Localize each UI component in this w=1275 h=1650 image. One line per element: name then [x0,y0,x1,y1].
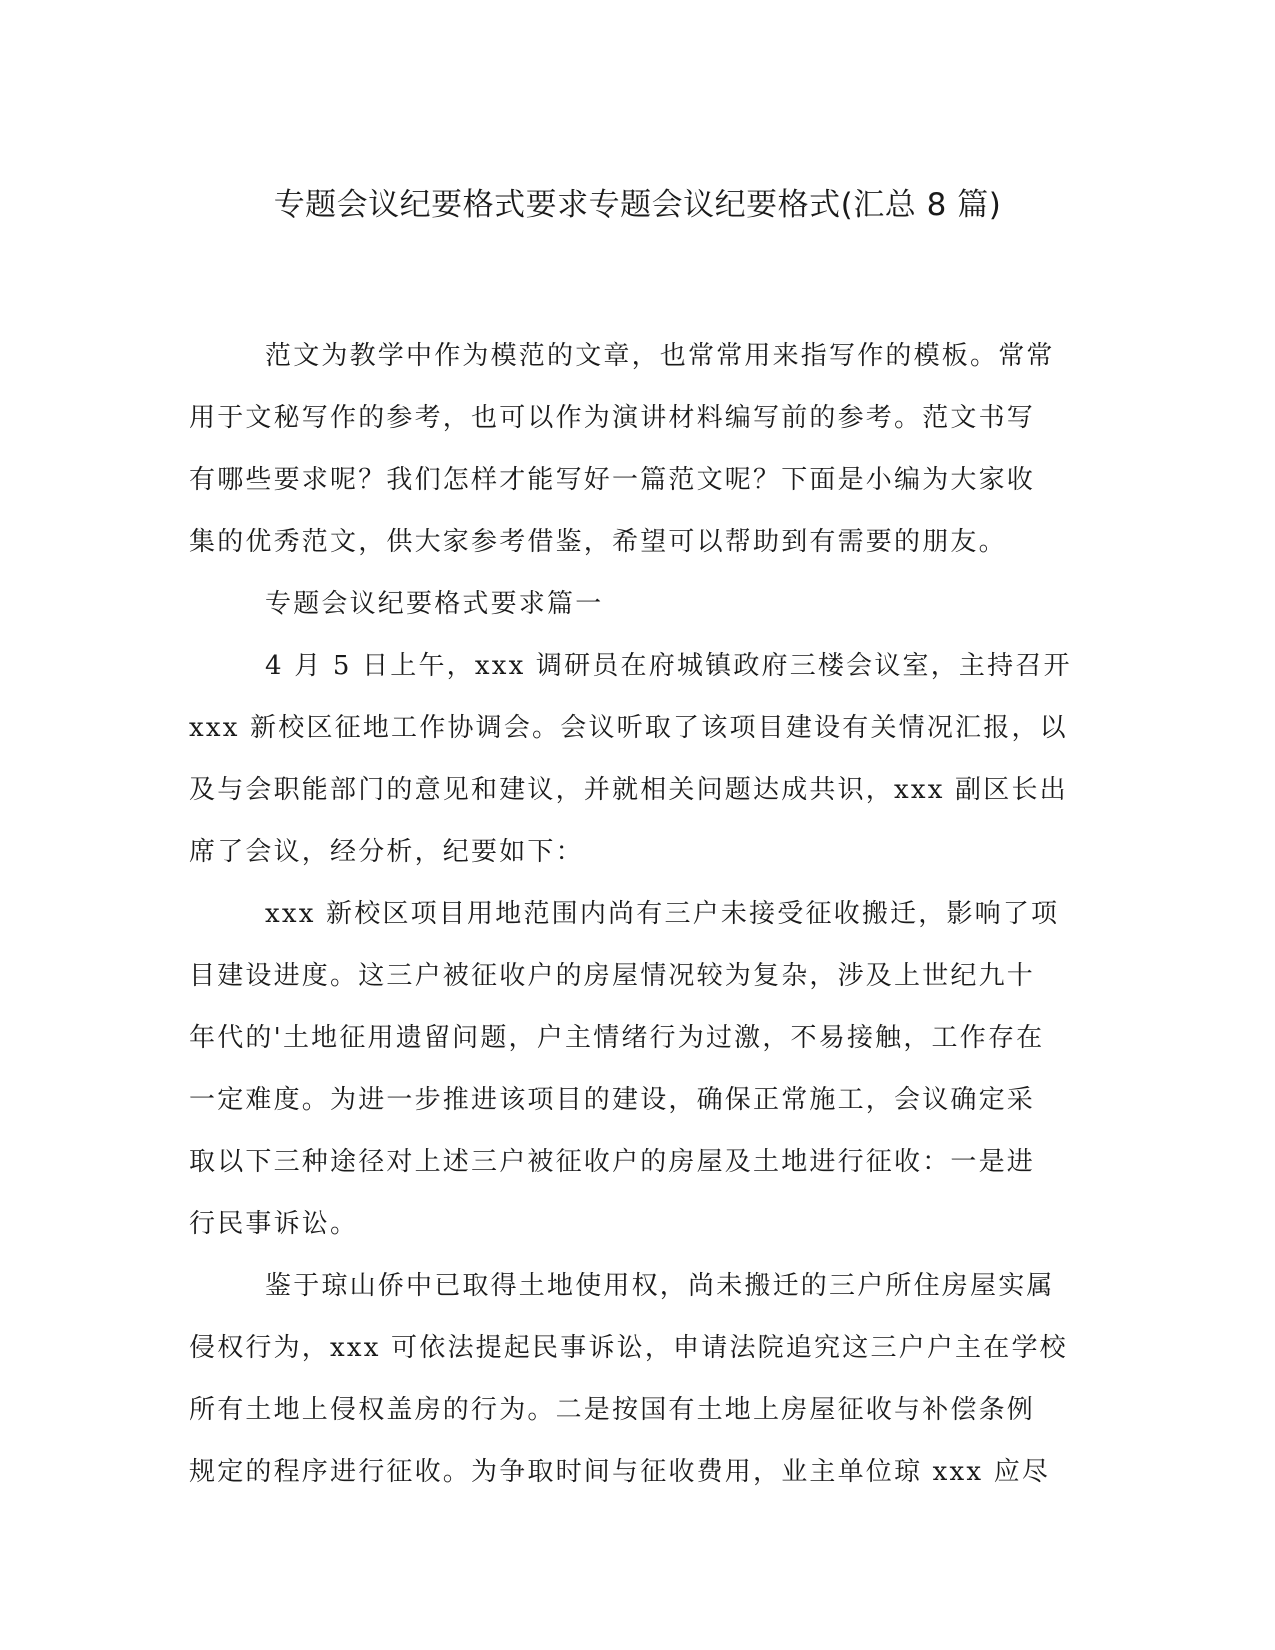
text-line: 规定的程序进行征收。为争取时间与征收费用，业主单位琼 xxx 应尽 [189,1457,1051,1487]
text-line: xxx 新校区项目用地范围内尚有三户未接受征收搬迁，影响了项 [265,899,1060,929]
text-line: xxx 新校区征地工作协调会。会议听取了该项目建设有关情况汇报，以 [189,713,1068,743]
text-line: 一定难度。为进一步推进该项目的建设，确保正常施工，会议确定采 [189,1085,1036,1115]
text-line: 集的优秀范文，供大家参考借鉴，希望可以帮助到有需要的朋友。 [189,527,1007,557]
text-line: 有哪些要求呢？我们怎样才能写好一篇范文呢？下面是小编为大家收 [189,465,1036,495]
section-heading [189,573,1089,635]
text-line: 年代的'土地征用遗留问题，户主情绪行为过激，不易接触，工作存在 [189,1023,1045,1053]
text-line: 行民事诉讼。 [189,1209,359,1239]
text-line: 所有土地上侵权盖房的行为。二是按国有土地上房屋征收与补偿条例 [189,1395,1036,1425]
text-line: 侵权行为，xxx 可依法提起民事诉讼，申请法院追究这三户户主在学校 [189,1333,1068,1363]
document-body [189,325,1089,1503]
paragraph-intro [189,325,1089,573]
text-line: 席了会议，经分析，纪要如下： [189,837,584,867]
text-line: 专题会议纪要格式要求篇一 [265,589,604,619]
text-line: 及与会职能部门的意见和建议，并就相关问题达成共识，xxx 副区长出 [189,775,1068,805]
document-title: 专题会议纪要格式要求专题会议纪要格式(汇总 8 篇) [273,187,1002,223]
paragraph-litigation [189,1255,1089,1503]
text-line: 用于文秘写作的参考，也可以作为演讲材料编写前的参考。范文书写 [189,403,1036,433]
text-line: 4 月 5 日上午，xxx 调研员在府城镇政府三楼会议室，主持召开 [265,651,1072,681]
text-line: 目建设进度。这三户被征收户的房屋情况较为复杂，涉及上世纪九十 [189,961,1036,991]
paragraph-issue [189,883,1089,1255]
text-line: 范文为教学中作为模范的文章，也常常用来指写作的模板。常常 [265,341,1055,371]
paragraph-meeting [189,635,1089,883]
text-line: 取以下三种途径对上述三户被征收户的房屋及土地进行征收：一是进 [189,1147,1036,1177]
text-line: 鉴于琼山侨中已取得土地使用权，尚未搬迁的三户所住房屋实属 [265,1271,1055,1301]
